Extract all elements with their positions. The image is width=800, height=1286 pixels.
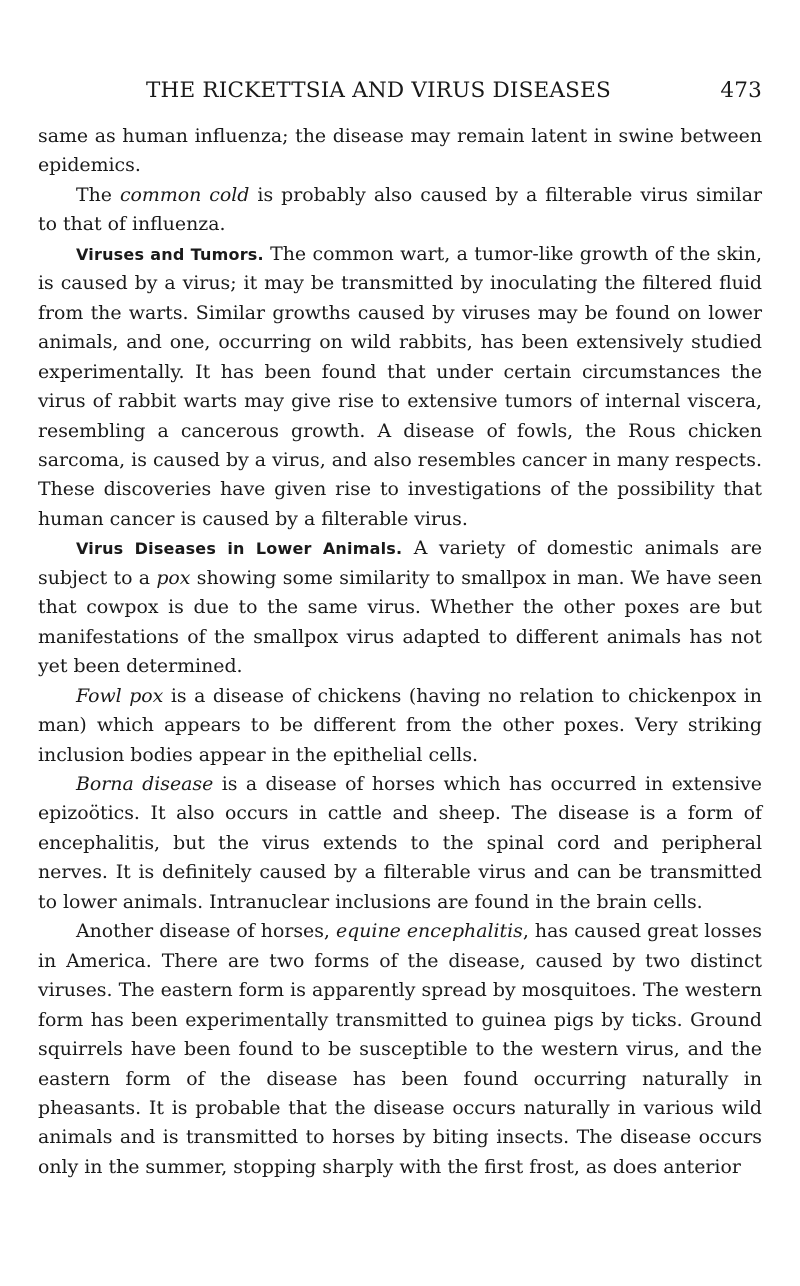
section-heading: Viruses and Tumors. xyxy=(76,244,264,264)
paragraph-borna-disease xyxy=(38,770,762,917)
paragraph-lead: Another disease of horses, xyxy=(76,920,336,943)
paragraph-text-end: showing some similarity to smallpox in man. We have seen that cowpox is due to the same virus. Whether the other poxes are but manifestations of the smallpox virus adapted to different animals has not yet been determined. xyxy=(38,566,762,678)
italic-term: pox xyxy=(156,566,191,589)
paragraph-equine-encephalitis xyxy=(38,917,762,1182)
paragraph-fowl-pox xyxy=(38,682,762,770)
paragraph-lower-animals xyxy=(38,534,762,681)
italic-term: Borna disease xyxy=(76,772,214,795)
italic-term: equine encephalitis xyxy=(335,920,523,943)
italic-term: Fowl pox xyxy=(76,684,164,707)
paragraph-text: is a disease of horses which has occurred in extensive epizoötics. It also occurs in cattle and sheep. The disease is a form of encephalitis, but the virus extends to the spinal cord and peripheral nerves. It is definitely caused by a filterable virus and can be transmitted to lower animals. Intranuclear inclusions are found in the brain cells. xyxy=(38,772,762,913)
paragraph-lead: The xyxy=(76,183,120,206)
paragraph-common-cold xyxy=(38,181,762,240)
paragraph-text: A variety of domestic animals are subject to a xyxy=(38,537,762,589)
italic-term: common cold xyxy=(119,183,250,206)
paragraph-continuation xyxy=(38,122,762,181)
running-header xyxy=(146,78,762,103)
paragraph-text: same as human influenza; the disease may remain latent in swine between epidemics. xyxy=(38,125,762,177)
paragraph-text: , has caused great losses in America. There are two forms of the disease, caused by two distinct viruses. The eastern form is apparently spread by mosquitoes. The western form has been experimentally transmitted to guinea pigs by ticks. Ground squirrels have been found to be susceptible to the western virus, and the eastern form of the disease has been found occurring naturally in pheasants. It is probable that the disease occurs naturally in various wild animals and is transmitted to horses by biting insects. The disease occurs only in the summer, stopping sharply with the first frost, as does anterior xyxy=(38,920,762,1178)
body-text xyxy=(38,122,762,1182)
section-heading: Virus Diseases in Lower Animals. xyxy=(76,539,403,559)
paragraph-text: The common wart, a tumor-like growth of the skin, is caused by a virus; it may be transmitted by inoculating the filtered fluid from the warts. Similar growths caused by viruses may be found on lower animals, and one, occurring on wild rabbits, has been extensively studied experimentally. It has been found that under certain circumstances the virus of rabbit warts may give rise to extensive tumors of internal viscera, resembling a cancerous growth. A disease of fowls, the Rous chicken sarcoma, is caused by a virus, and also resembles cancer in many respects. These discoveries have given rise to investigations of the possibility that human cancer is caused by a filterable virus. xyxy=(38,242,762,530)
running-title: THE RICKETTSIA AND VIRUS DISEASES xyxy=(146,78,611,103)
paragraph-viruses-tumors xyxy=(38,240,762,535)
paragraph-text: is a disease of chickens (having no relation to chickenpox in man) which appears to be different from the other poxes. Very striking inclusion bodies appear in the epithelial cells. xyxy=(38,684,762,766)
page-number: 473 xyxy=(720,78,762,103)
paragraph-text: is probably also caused by a filterable virus similar to that of influenza. xyxy=(38,183,762,236)
